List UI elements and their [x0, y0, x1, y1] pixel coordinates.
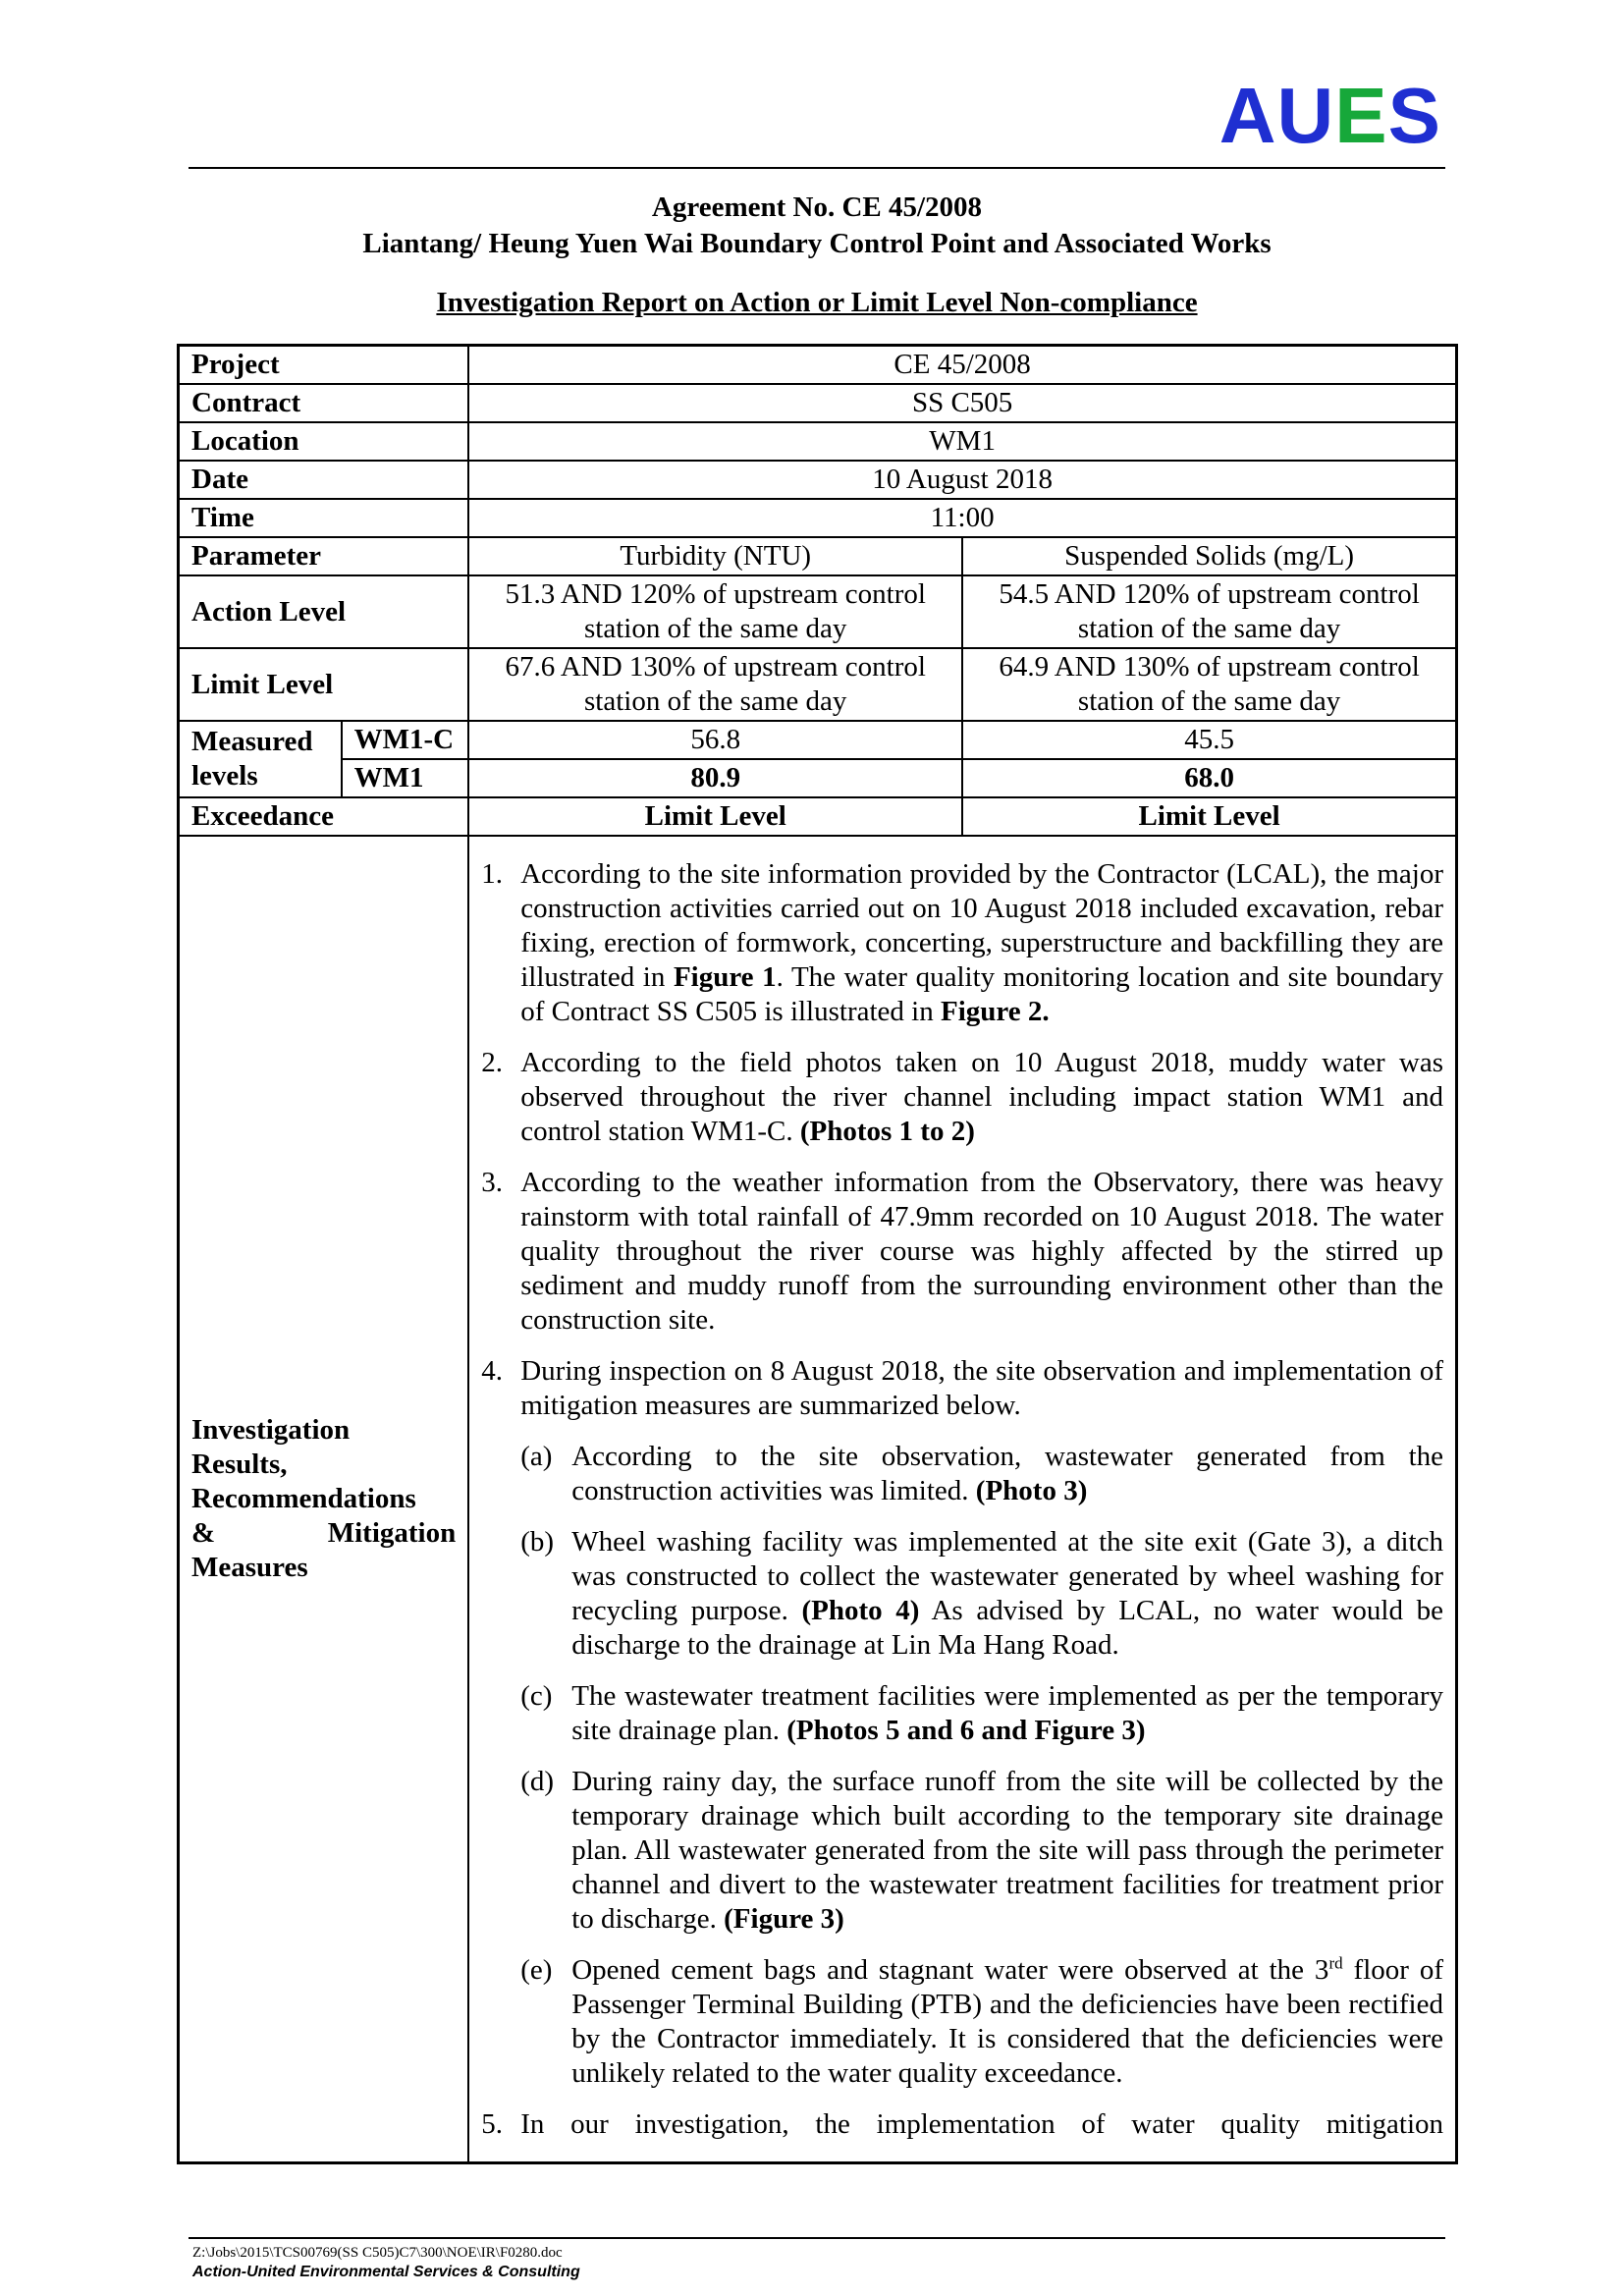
station-wm1: WM1 [342, 759, 469, 797]
row-measured-wm1c [179, 721, 1457, 759]
time-value: 11:00 [468, 499, 1456, 537]
investigation-body [468, 836, 1456, 2163]
row-parameter [179, 537, 1457, 575]
location-label: Location [179, 422, 469, 461]
sub-item-a: (a) According to the site observation, wastewater generated from the construction activities was limited. (Photo 3) [520, 1440, 1443, 1506]
row-date [179, 461, 1457, 499]
action-level-turbidity: 51.3 AND 120% of upstream control station of the same day [468, 575, 962, 648]
file-path: Z:\Jobs\2015\TCS00769(SS C505)C7\300\NOE\IR\F0280.doc [192, 2245, 563, 2261]
row-exceedance [179, 797, 1457, 836]
investigation-label: Investigation Results, Recommendations & Mitigation Measures [179, 836, 469, 2163]
date-label: Date [179, 461, 469, 499]
list-item: 5. In our investigation, the implementation of water quality mitigation [481, 2107, 1443, 2140]
parameter-label: Parameter [179, 537, 469, 575]
footer-divider [189, 2237, 1445, 2239]
company-name: Action-United Environmental Services & Consulting [192, 2264, 580, 2280]
row-contract [179, 384, 1457, 422]
limit-level-label: Limit Level [179, 648, 469, 721]
limit-level-suspended-solids: 64.9 AND 130% of upstream control station of the same day [962, 648, 1456, 721]
contract-label: Contract [179, 384, 469, 422]
report-title: Investigation Report on Action or Limit Level Non-compliance [436, 287, 1198, 318]
parameter-suspended-solids: Suspended Solids (mg/L) [962, 537, 1456, 575]
list-item: 2. According to the field photos taken on 10 August 2018, muddy water was observed throughout the river channel including impact station WM1 and control station WM1-C. (Photos 1 to 2) [481, 1046, 1443, 1147]
sub-item-e: (e) Opened cement bags and stagnant water were observed at the 3rd floor of Passenger Terminal Building (PTB) and the deficiencies have been rectified by the Contractor immediately. It is considered that the deficiencies were unlikely related to the water quality exceedance. [520, 1952, 1444, 2089]
exceedance-suspended-solids: Limit Level [962, 797, 1456, 836]
row-time [179, 499, 1457, 537]
aues-logo: AUES [1218, 72, 1441, 159]
parameter-turbidity: Turbidity (NTU) [468, 537, 962, 575]
row-project [179, 346, 1457, 385]
project-title: Liantang/ Heung Yuen Wai Boundary Control Point and Associated Works [362, 228, 1272, 259]
location-value: WM1 [468, 422, 1456, 461]
list-item: 1. According to the site information provided by the Contractor (LCAL), the major construction activities carried out on 10 August 2018 included excavation, rebar fixing, erection of formwork, concerting, superstructure and backfilling they are illustrated in Figure 1. The water quality monitoring location and site boundary of Contract SS C505 is illustrated in Figure 2. [481, 857, 1444, 1027]
exceedance-turbidity: Limit Level [468, 797, 962, 836]
sub-item-b: (b) Wheel washing facility was implemented at the site exit (Gate 3), a ditch was constructed to collect the wastewater generated by wheel washing for recycling purpose. (Photo 4) As advised by LCAL, no water would be discharge to the drainage at Lin Ma Hang Road. [520, 1525, 1444, 1661]
wm1c-suspended-solids: 45.5 [962, 721, 1456, 759]
page-footer [192, 2244, 580, 2281]
row-measured-wm1 [179, 759, 1457, 797]
row-investigation [179, 836, 1457, 2163]
wm1-suspended-solids: 68.0 [962, 759, 1456, 797]
measured-levels-label: Measured levels [179, 721, 342, 797]
sub-item-c: (c) The wastewater treatment facilities were implemented as per the temporary site drainage plan. (Photos 5 and 6 and Figure 3) [520, 1679, 1443, 1746]
row-action-level [179, 575, 1457, 648]
project-label: Project [179, 346, 469, 385]
agreement-number: Agreement No. CE 45/2008 [651, 191, 983, 223]
report-table [177, 344, 1458, 2164]
list-item: 3. According to the weather information from the Observatory, there was heavy rainstorm with total rainfall of 47.9mm recorded on 10 August 2018. The water quality throughout the river course was highly affected by the stirred up sediment and muddy runoff from the surrounding environment other than the construction site. [481, 1166, 1443, 1336]
action-level-suspended-solids: 54.5 AND 120% of upstream control station of the same day [962, 575, 1456, 648]
station-wm1c: WM1-C [342, 721, 469, 759]
contract-value: SS C505 [468, 384, 1456, 422]
wm1-turbidity: 80.9 [468, 759, 962, 797]
time-label: Time [179, 499, 469, 537]
date-value: 10 August 2018 [468, 461, 1456, 499]
limit-level-turbidity: 67.6 AND 130% of upstream control station of the same day [468, 648, 962, 721]
wm1c-turbidity: 56.8 [468, 721, 962, 759]
action-level-label: Action Level [179, 575, 469, 648]
exceedance-label: Exceedance [179, 797, 469, 836]
header-divider [189, 167, 1445, 169]
project-value: CE 45/2008 [468, 346, 1456, 385]
list-item: 4. During inspection on 8 August 2018, the site observation and implementation of mitigation measures are summarized below. (a) According to the site observation, wastewater generated from the construction activities was limited. (Photo 3) (b) Wheel washing facility was implemented at the site exit (Gate 3), a ditch was constructed to collect the wastewater generated by wheel washing for recycling purpose. (Photo 4) As advised by LCAL, no water would be discharge to the drainage at Lin Ma Hang Road. (c) The wastewater treatment facilities were implemented as per the temporary site drainage plan. (Photos 5 and 6 and Figure 3) (d) During rainy day, the surface runoff from the site will be collected by the temporary drainage which built according to the temporary site drainage plan. All wastewater generated from the site will pass through the perimeter channel and divert to the wastewater treatment facilities for treatment prior to discharge. (Figure 3) (e) Opened cement bags and stagnant water were observed at the 3rd floor of Passenger Terminal Building (PTB) and the deficiencies have been rectified by the Contractor immediately. It is considered that the deficiencies were unlikely related to the water quality exceedance. [481, 1354, 1444, 2089]
document-header [189, 190, 1445, 321]
sub-item-d: (d) During rainy day, the surface runoff from the site will be collected by the temporary drainage which built according to the temporary site drainage plan. All wastewater generated from the site will pass through the perimeter channel and divert to the wastewater treatment facilities for treatment prior to discharge. (Figure 3) [520, 1765, 1443, 1935]
row-limit-level [179, 648, 1457, 721]
row-location [179, 422, 1457, 461]
